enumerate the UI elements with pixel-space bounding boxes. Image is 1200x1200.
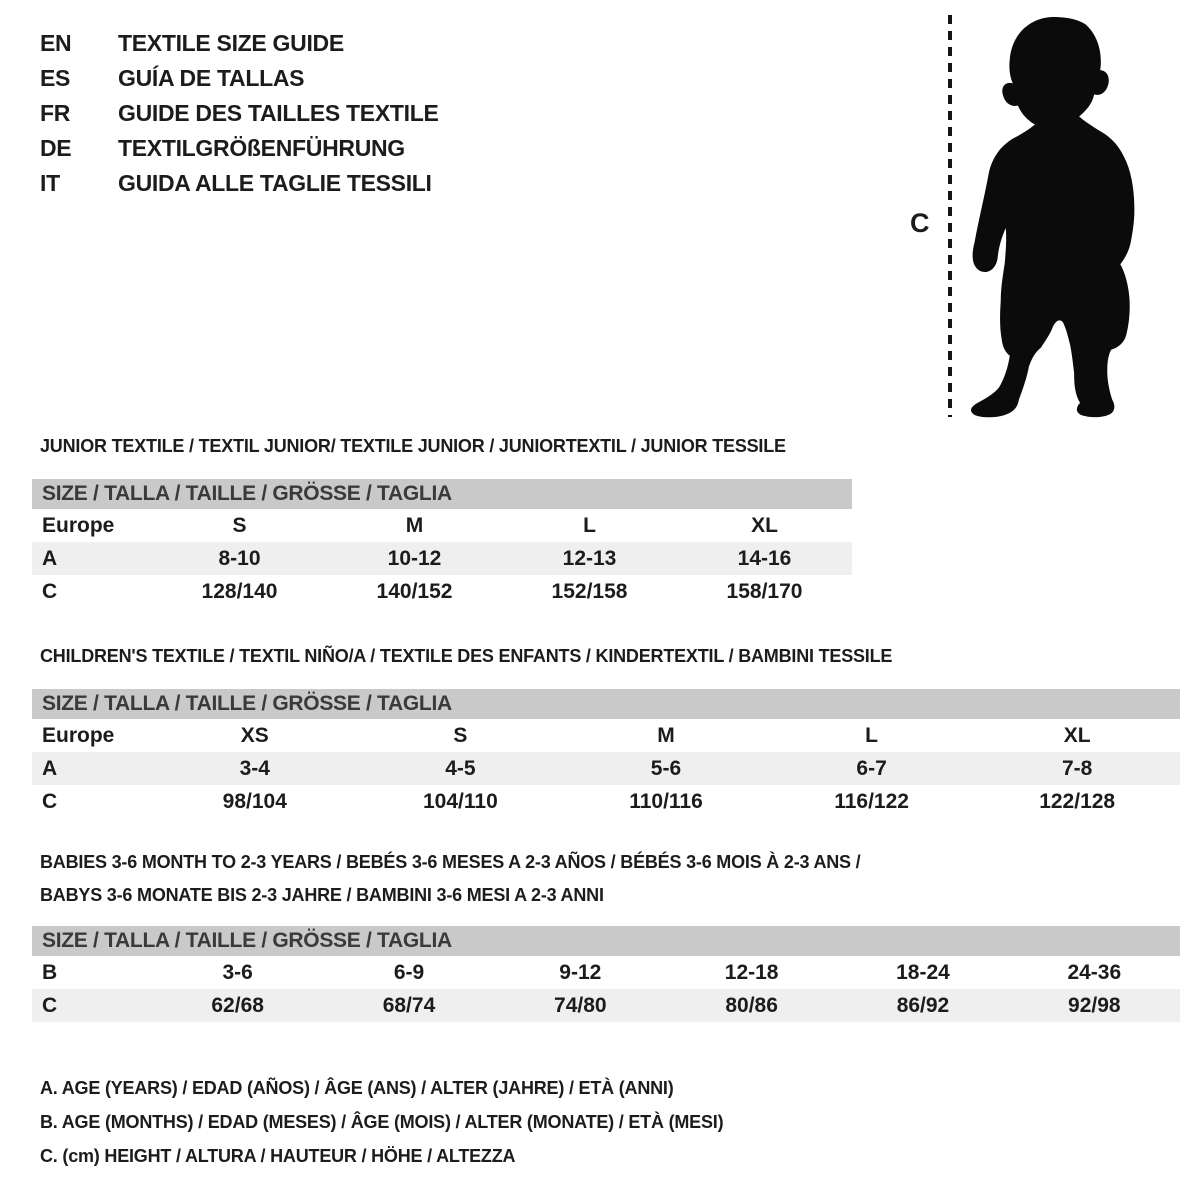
- months-cell: 6-9: [393, 961, 425, 984]
- row-label: Europe: [42, 724, 115, 747]
- babies-title-line2: BABYS 3-6 MONATE BIS 2-3 JAHRE / BAMBINI 3-6 MESI A 2-3 ANNI: [40, 885, 604, 905]
- measure-legend: [40, 1071, 723, 1173]
- babies-section-title: [40, 846, 860, 912]
- height-cell: 68/74: [382, 994, 436, 1017]
- height-cell: 86/92: [896, 994, 950, 1017]
- height-cell: 92/98: [1068, 994, 1121, 1017]
- age-cell: 14-16: [737, 547, 792, 570]
- junior-section-title: JUNIOR TEXTILE / TEXTIL JUNIOR/ TEXTILE JUNIOR / JUNIORTEXTIL / JUNIOR TESSILE: [40, 436, 786, 456]
- measure-c-label: C: [910, 208, 930, 238]
- guide-title-it: GUIDA ALLE TAGLIE TESSILI: [118, 170, 432, 196]
- babies-months-row: [32, 956, 1180, 989]
- guide-title-en: TEXTILE SIZE GUIDE: [118, 30, 344, 56]
- height-dashed-line: [948, 15, 952, 417]
- language-row-de: [40, 131, 439, 166]
- language-row-es: [40, 61, 439, 96]
- months-cell: 3-6: [222, 961, 253, 984]
- size-cell: L: [865, 724, 878, 747]
- children-size-row: [32, 719, 1180, 752]
- children-height-row: [32, 785, 1180, 818]
- age-cell: 12-13: [562, 547, 617, 570]
- size-cell: S: [232, 514, 247, 537]
- size-cell: XL: [751, 514, 778, 537]
- toddler-silhouette-icon: [964, 15, 1148, 419]
- age-cell: 7-8: [1061, 757, 1093, 780]
- row-label: C: [42, 790, 58, 813]
- size-cell: M: [657, 724, 675, 747]
- size-cell: XS: [240, 724, 269, 747]
- legend-height-cm: C. (cm) HEIGHT / ALTURA / HAUTEUR / HÖHE / ALTEZZA: [40, 1146, 516, 1166]
- babies-title-line1: BABIES 3-6 MONTH TO 2-3 YEARS / BEBÉS 3-6 MESES A 2-3 AÑOS / BÉBÉS 3-6 MOIS À 2-3 ANS /: [40, 852, 861, 872]
- language-code: EN: [40, 30, 72, 56]
- height-cell: 158/170: [726, 580, 803, 603]
- height-cell: 128/140: [201, 580, 278, 603]
- row-label: Europe: [42, 514, 115, 537]
- months-cell: 9-12: [559, 961, 602, 984]
- age-cell: 4-5: [445, 757, 476, 780]
- guide-title-es: GUÍA DE TALLAS: [118, 65, 305, 91]
- junior-size-header-bar: SIZE / TALLA / TAILLE / GRÖSSE / TAGLIA: [32, 479, 852, 509]
- legend-age-years: A. AGE (YEARS) / EDAD (AÑOS) / ÂGE (ANS) / ALTER (JAHRE) / ETÀ (ANNI): [40, 1078, 674, 1098]
- months-cell: 24-36: [1067, 961, 1122, 984]
- junior-age-row: [32, 542, 852, 575]
- language-code: ES: [40, 65, 71, 91]
- size-cell: XL: [1063, 724, 1091, 747]
- height-cell: 80/86: [725, 994, 778, 1017]
- junior-size-table: [32, 479, 852, 608]
- age-cell: 8-10: [218, 547, 261, 570]
- height-cell: 116/122: [834, 790, 909, 813]
- language-code: DE: [40, 135, 72, 161]
- size-cell: S: [453, 724, 468, 747]
- babies-size-table: [32, 926, 1180, 1022]
- junior-size-row: [32, 509, 852, 542]
- months-cell: 12-18: [724, 961, 779, 984]
- row-label: A: [42, 757, 58, 780]
- height-cell: 62/68: [211, 994, 264, 1017]
- language-row-fr: [40, 96, 439, 131]
- children-size-header-bar: SIZE / TALLA / TAILLE / GRÖSSE / TAGLIA: [32, 689, 1180, 719]
- age-cell: 3-4: [239, 757, 270, 780]
- junior-height-row: [32, 575, 852, 608]
- language-code: IT: [40, 170, 60, 196]
- height-cell: 140/152: [376, 580, 453, 603]
- babies-height-row: [32, 989, 1180, 1022]
- age-cell: 5-6: [650, 757, 682, 780]
- size-cell: M: [405, 514, 424, 537]
- size-cell: L: [583, 514, 596, 537]
- age-cell: 10-12: [387, 547, 442, 570]
- height-cell: 110/116: [629, 790, 703, 813]
- height-cell: 104/110: [423, 790, 498, 813]
- months-cell: 18-24: [896, 961, 950, 984]
- legend-age-months: B. AGE (MONTHS) / EDAD (MESES) / ÂGE (MOIS) / ALTER (MONATE) / ETÀ (MESI): [40, 1112, 724, 1132]
- language-row-it: [40, 166, 439, 201]
- row-label: C: [42, 580, 58, 603]
- children-section-title: CHILDREN'S TEXTILE / TEXTIL NIÑO/A / TEXTILE DES ENFANTS / KINDERTEXTIL / BAMBINI TESSILE: [40, 646, 893, 666]
- height-cell: 122/128: [1039, 790, 1116, 813]
- guide-title-de: TEXTILGRÖßENFÜHRUNG: [118, 135, 405, 161]
- height-cell: 74/80: [554, 994, 607, 1017]
- children-age-row: [32, 752, 1180, 785]
- age-cell: 6-7: [856, 757, 887, 780]
- children-size-table: [32, 689, 1180, 818]
- babies-size-header-bar: SIZE / TALLA / TAILLE / GRÖSSE / TAGLIA: [32, 926, 1180, 956]
- height-measure-figure: [880, 8, 1180, 433]
- language-code: FR: [40, 100, 71, 126]
- language-title-block: [40, 26, 439, 201]
- row-label: A: [42, 547, 58, 570]
- row-label: B: [42, 961, 58, 984]
- height-cell: 98/104: [222, 790, 287, 813]
- language-row-en: [40, 26, 439, 61]
- guide-title-fr: GUIDE DES TAILLES TEXTILE: [118, 100, 439, 126]
- height-cell: 152/158: [551, 580, 628, 603]
- row-label: C: [42, 994, 58, 1017]
